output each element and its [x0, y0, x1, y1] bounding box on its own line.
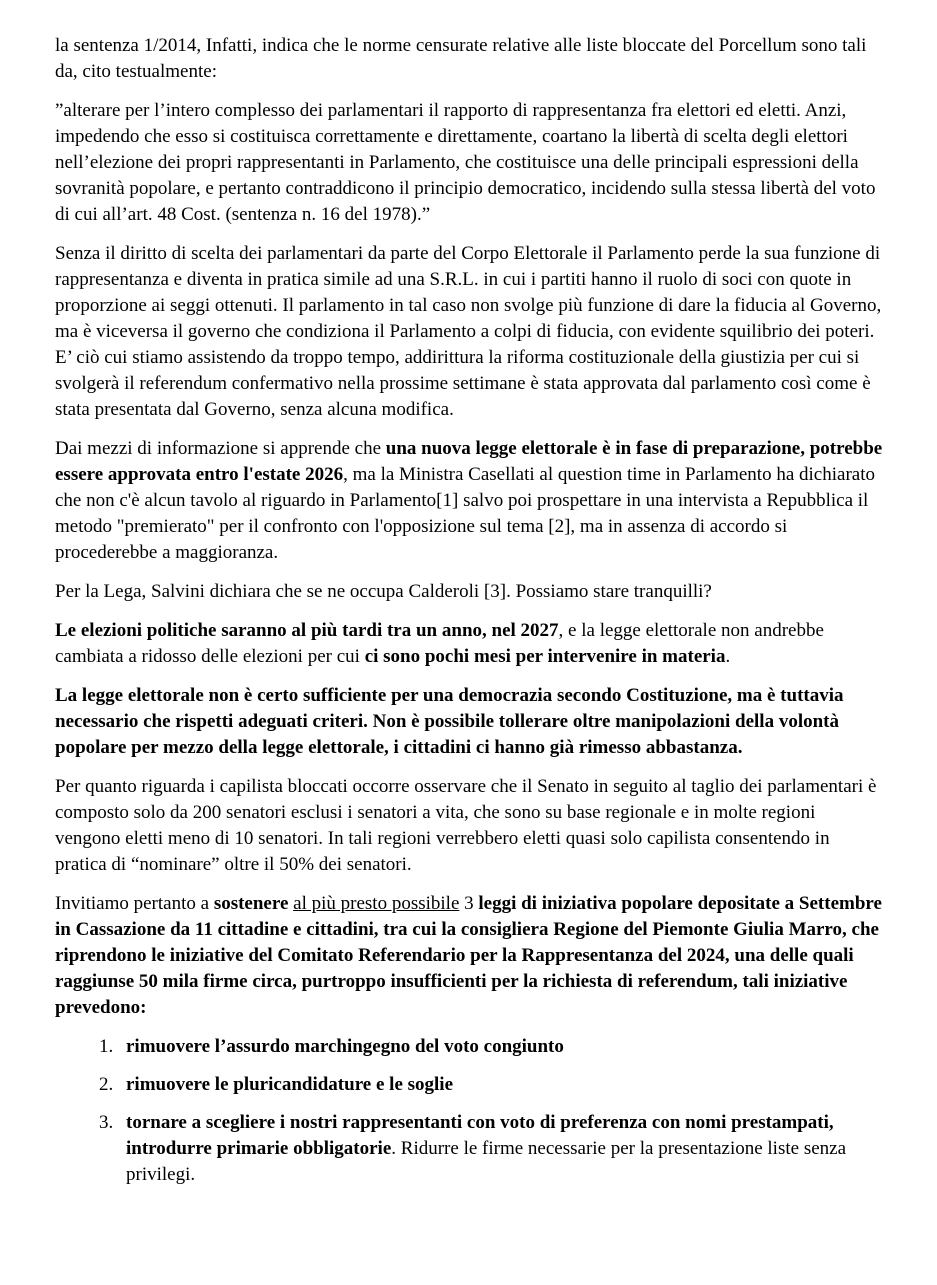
bold-text-run: una nuova legge elettorale è in fase di preparazione, potrebbe essere approvata entro l'estate 2026: [55, 438, 883, 485]
text-run: ”alterare per l’intero complesso dei parlamentari il rapporto di rappresentanza fra elettori ed eletti. Anzi, impedendo che esso si costituisca correttamente e direttamente, coartano la libertà di scelta degli elettori nell’elezione dei propri rappresentanti in Parlamento, che costituisce una delle principali espressioni della sovranità popolare, e pertanto contraddicono il principio democratico, incidendo sulla stessa libertà del voto di cui all’art. 48 Cost. (sentenza n. 16 del 1978).”: [55, 100, 876, 225]
bold-text-run: tornare a scegliere i nostri rappresentanti con voto di preferenza con nomi prestampati, introdurre primarie obbligatorie: [126, 1112, 834, 1159]
text-run: .: [725, 646, 731, 667]
text-run: la sentenza 1/2014, Infatti, indica che le norme censurate relative alle liste bloccate del Porcellum sono tali da, cito testualmente:: [55, 35, 867, 82]
bold-text-run: leggi di iniziativa popolare depositate a Settembre in Cassazione da 11 cittadine e cittadini, tra cui la consigliera Regione del Piemonte Giulia Marro, che riprendono le iniziative del Comitato Referendario per la Rappresentanza del 2024, una delle quali raggiunse 50 mila firme circa, purtroppo insufficienti per la richiesta di referendum, tali iniziative prevedono:: [55, 893, 882, 1018]
text-run: Per quanto riguarda i capilista bloccati occorre osservare che il Senato in seguito al taglio dei parlamentari è composto solo da 200 senatori esclusi i senatori a vita, che sono su base regionale e in molte regioni vengono eletti meno di 10 senatori. In tali regioni verrebbero eletti quasi solo capilista consentendo in pratica di “nominare” oltre il 50% dei senatori.: [55, 776, 877, 875]
list-item: [118, 1034, 885, 1060]
list-item: [118, 1072, 885, 1098]
paragraph-legge-non-sufficiente: [55, 683, 885, 761]
text-run: , e la legge elettorale non andrebbe cambiata a ridosso delle elezioni per cui: [55, 620, 824, 667]
paragraph-nuova-legge: [55, 436, 885, 566]
text-run: Per la Lega, Salvini dichiara che se ne occupa Calderoli [3]. Possiamo stare tranquilli?: [55, 581, 712, 602]
text-run: 3: [459, 893, 479, 914]
paragraph-elezioni-2027: [55, 618, 885, 670]
list-item: [118, 1110, 885, 1188]
text-run: . Ridurre le firme necessarie per la presentazione liste senza privilegi.: [126, 1138, 847, 1185]
numbered-list-iniziative: [55, 1034, 885, 1188]
paragraph-intro-sentenza: [55, 33, 885, 85]
bold-text-run: ci sono pochi mesi per intervenire in materia: [364, 646, 726, 667]
bold-text-run: sostenere: [213, 893, 289, 914]
paragraph-diritto-di-scelta: [55, 241, 885, 423]
paragraph-invito-sostenere: [55, 891, 885, 1021]
paragraph-lega-salvini: [55, 579, 885, 605]
bold-text-run: rimuovere l’assurdo marchingegno del voto congiunto: [126, 1036, 564, 1057]
bold-text-run: La legge elettorale non è certo sufficiente per una democrazia secondo Costituzione, ma è tuttavia necessario che rispetti adeguati criteri. Non è possibile tollerare oltre manipolazioni della volontà popolare per mezzo della legge elettorale, i cittadini ci hanno già rimesso abbastanza.: [55, 685, 844, 758]
underlined-text-run: al più presto possibile: [293, 893, 460, 914]
text-run: Dai mezzi di informazione si apprende che: [55, 438, 386, 459]
bold-text-run: Le elezioni politiche saranno al più tardi tra un anno, nel 2027: [55, 620, 559, 641]
text-run: Invitiamo pertanto a: [55, 893, 214, 914]
bold-text-run: rimuovere le pluricandidature e le soglie: [126, 1074, 454, 1095]
paragraph-citazione-sentenza: [55, 98, 885, 228]
text-run: Senza il diritto di scelta dei parlamentari da parte del Corpo Elettorale il Parlamento perde la sua funzione di rappresentanza e diventa in pratica simile ad una S.R.L. in cui i partiti hanno il ruolo di soci con quote in proporzione ai seggi ottenuti. Il parlamento in tal caso non svolge più funzione di dare la fiducia al Governo, ma è viceversa il governo che condiziona il Parlamento a colpi di fiducia, con evidente squilibrio dei poteri. E’ ciò cui stiamo assistendo da troppo tempo, addirittura la riforma costituzionale della giustizia per cui si svolgerà il referendum confermativo nella prossime settimane è stata approvata dal parlamento così come è stata presentata dal Governo, senza alcuna modifica.: [55, 243, 882, 420]
paragraph-capilista-bloccati: [55, 774, 885, 878]
text-run: , ma la Ministra Casellati al question time in Parlamento ha dichiarato che non c'è alcun tavolo al riguardo in Parlamento[1] salvo poi prospettare in una intervista a Repubblica il metodo "premierato" per il confronto con l'opposizione sul tema [2], ma in assenza di accordo si procederebbe a maggioranza.: [55, 464, 875, 563]
document-body: [55, 33, 885, 1188]
